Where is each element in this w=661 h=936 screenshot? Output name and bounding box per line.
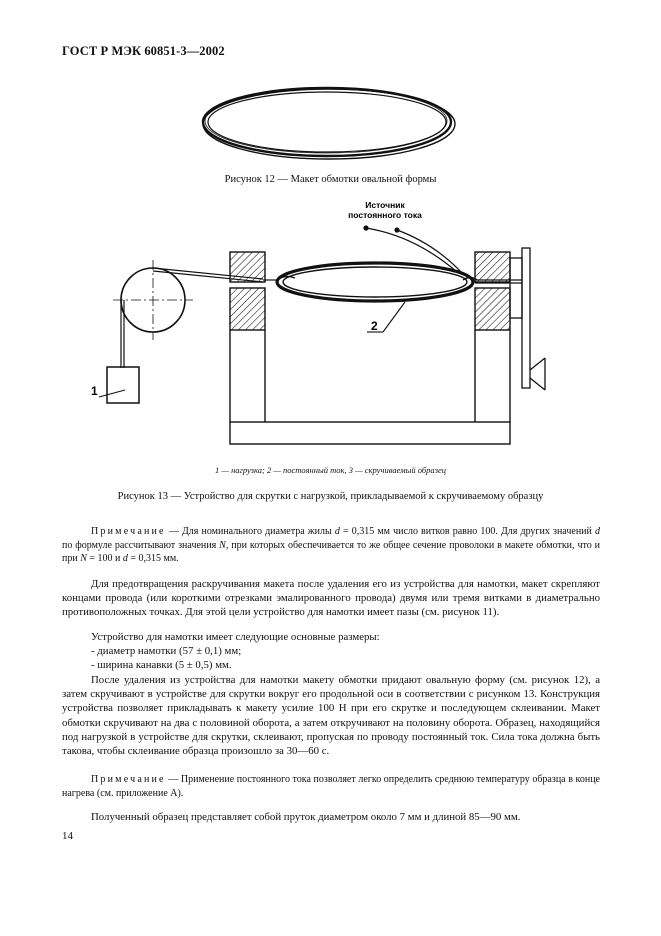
list-item-1: - диаметр намотки (57 ± 0,1) мм;	[91, 645, 242, 657]
load-weight	[107, 367, 139, 403]
right-clamp-block	[475, 252, 510, 330]
load-wire	[121, 268, 522, 368]
list-item-2: - ширина канавки (5 ± 0,5) мм.	[91, 659, 232, 671]
document-header: ГОСТ Р МЭК 60851-3—2002	[62, 44, 225, 58]
paragraph-final: Полученный образец представляет собой пруток диаметром около 7 мм и длиной 85—90 мм.	[91, 811, 521, 823]
callout-2-label: 2	[371, 319, 378, 333]
figure-13-legend: 1 — нагрузка; 2 — постоянный ток, 3 — скручиваемый образец	[215, 465, 446, 475]
device-frame	[230, 330, 510, 444]
left-clamp-block	[230, 252, 265, 330]
figure-12-oval-winding	[195, 80, 465, 162]
figure-13-twisting-device	[85, 200, 555, 450]
figure-13-caption: Рисунок 13 — Устройство для скрутки с нагрузкой, прикладываемой к скручиваемому образцу	[117, 491, 544, 502]
paragraph-1: Для предотвращения раскручивания макета после удаления его из устройства для намотки, макет скрепляют концами провода (или короткими отрезками эмалированного провода) двумя или тремя витками в диаметрально противоположных точках. Для этой цели устройство для намотки имеет пазы (см. рисунок 11).	[62, 578, 600, 619]
twisted-sample	[277, 263, 477, 301]
twist-handle	[510, 248, 545, 390]
pulley-wheel	[113, 260, 193, 340]
paragraph-3: После удаления из устройства для намотки макету обмотки придают овальную форму (см. рисунок 12), а затем скручивают в устройстве для скрутки вокруг его продольной оси в соответствии с рисунком 13. Конструкция устройства позволяет прикладывать к макету усилие 100 Н при его скрутке и последующем склеивании. Макет обмотки скручивают на два с половиной оборота, а затем откручивают на половину оборота. Образец, находящийся под нагрузкой в устройстве для скрутки, склеивают, пропуская по проводу постоянный ток. Сила тока должна быть такова, чтобы склеивание образца произошло за 30—60 с.	[62, 674, 600, 758]
page-number: 14	[62, 830, 73, 842]
dc-source-label-line1: Источник	[365, 200, 405, 210]
note-2: Примечание — Применение постоянного тока позволяет легко определить среднюю температуру образца в конце нагрева (см. приложение А).	[62, 774, 600, 799]
paragraph-2: Устройство для намотки имеет следующие основные размеры:	[91, 631, 380, 643]
figure-12-caption: Рисунок 12 — Макет обмотки овальной формы	[224, 174, 437, 185]
note-1: Примечание — Для номинального диаметра жилы d = 0,315 мм число витков равно 100. Для других значений d по формуле рассчитывают значения N, при которых обеспечивается то же общее сечение проволоки в макете обмотки, что и при N = 100 и d = 0,315 мм.	[62, 526, 601, 565]
callout-1-label: 1	[91, 384, 98, 398]
dc-source-label-line2: постоянного тока	[348, 210, 422, 220]
